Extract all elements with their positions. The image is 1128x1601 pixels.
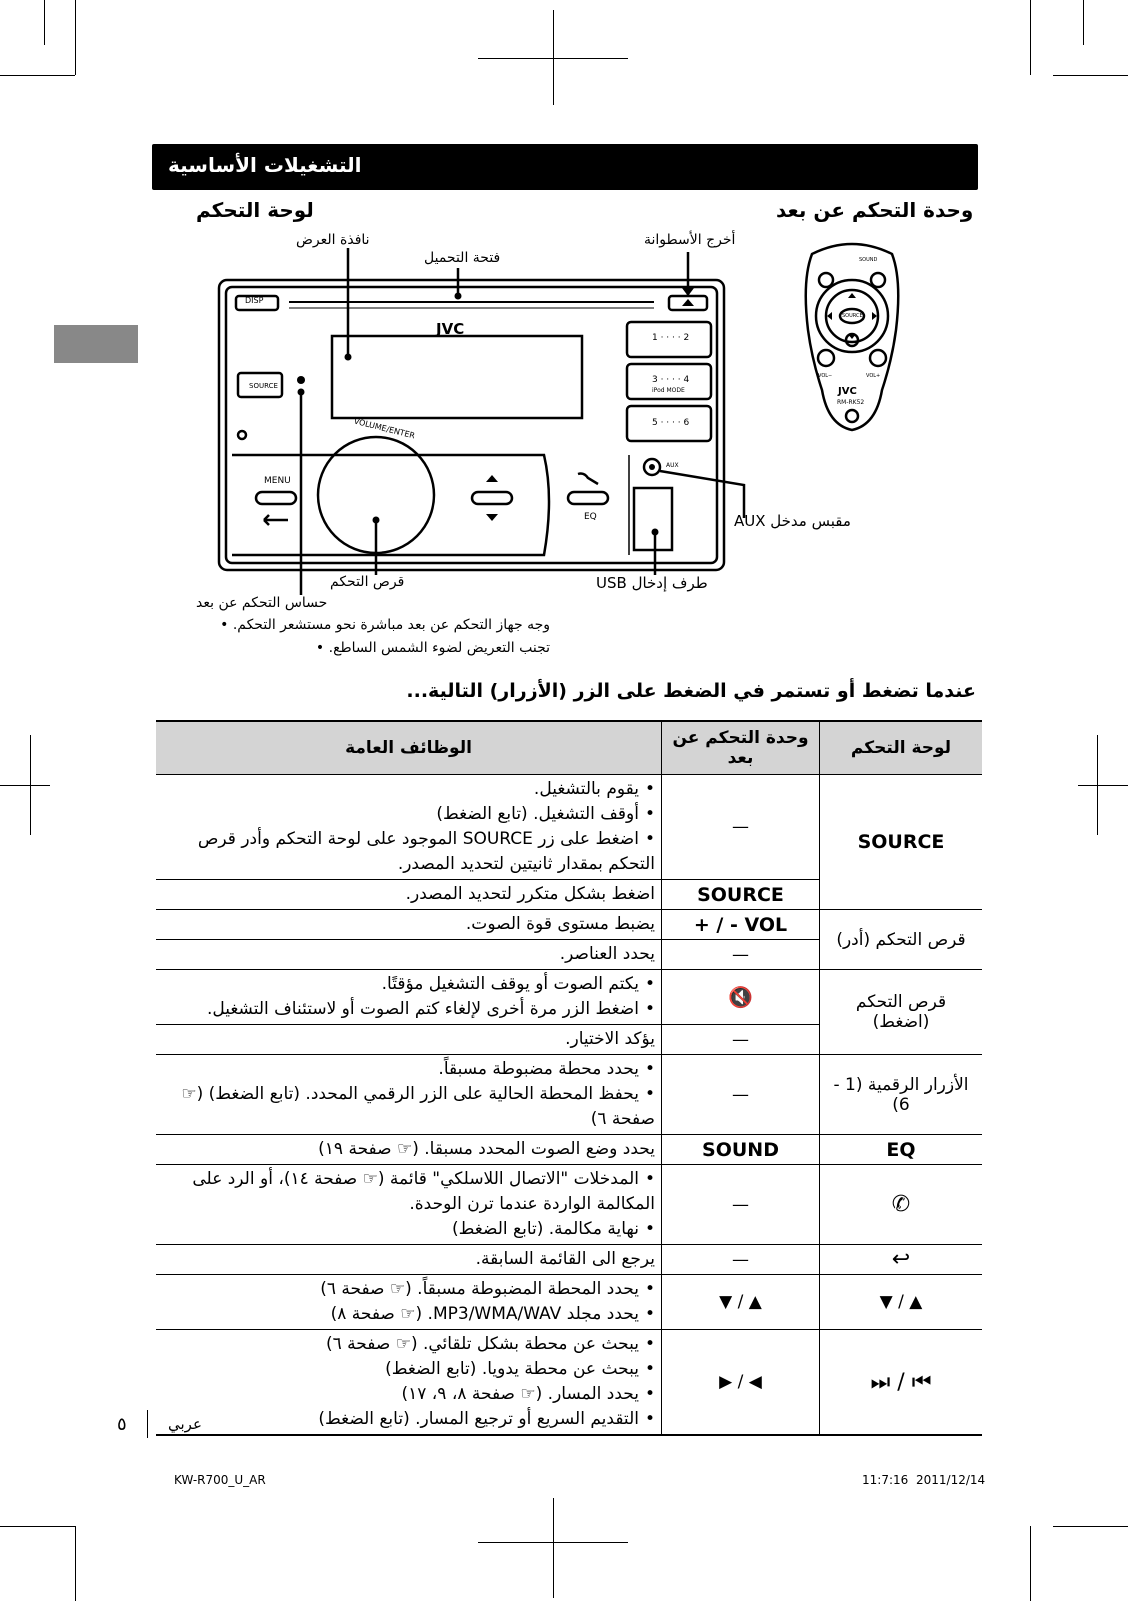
remote-key: —: [732, 1194, 749, 1215]
function-text: يحدد العناصر.: [559, 944, 655, 964]
function-text: يحدد وضع الصوت المحدد مسبقا. (☞ صفحة ١٩): [318, 1139, 655, 1159]
function-text: اضغط بشكل متكرر لتحديد المصدر.: [405, 884, 655, 904]
cell-remote: [662, 940, 820, 970]
function-text: • نهاية مكالمة. (تابع الضغط): [162, 1217, 655, 1242]
cell-remote: [662, 1135, 820, 1165]
function-text: • المدخلات "الاتصال اللاسلكي" قائمة (☞ صفحة ١٤)، أو الرد على المكالمة الواردة عندما ترن الوحدة.: [162, 1167, 655, 1217]
aux-jack-inner: [649, 464, 655, 470]
note-text: تجنب التعريض لضوء الشمس الساطع.: [328, 640, 550, 656]
cell-panel: [820, 1275, 983, 1330]
up-down-skip-button: [472, 492, 512, 504]
unit-preset-1-2-label: 1 · · · · 2: [652, 333, 690, 343]
back-icon: ↩: [891, 1247, 911, 1272]
crop-mark: [1078, 785, 1128, 786]
remote-key: ◀ / ▶: [719, 1372, 762, 1392]
cell-remote: [662, 1165, 820, 1245]
eject-icon: [682, 299, 694, 306]
unit-eq-label: EQ: [584, 512, 597, 522]
table-row: [156, 1245, 982, 1275]
col-header-remote: وحدة التحكم عن بعد: [662, 721, 820, 775]
unit-ipod-mode-label: iPod MODE: [652, 387, 685, 394]
note-text: وجه جهاز التحكم عن بعد مباشرة نحو مستشعر التحكم.: [232, 617, 550, 633]
remote-key: SOURCE: [697, 883, 784, 906]
footer-divider: [147, 1410, 148, 1438]
cell-functions: [156, 970, 662, 1025]
cell-panel: [820, 1135, 983, 1165]
cell-functions: [156, 1025, 662, 1055]
cell-remote: [662, 1245, 820, 1275]
function-text: يضبط مستوى قوة الصوت.: [465, 914, 655, 934]
mute-icon: 🔇: [728, 985, 753, 1009]
crop-mark: [553, 10, 554, 105]
cell-remote: [662, 1330, 820, 1436]
crop-mark: [1097, 735, 1098, 835]
table-row: [156, 1135, 982, 1165]
function-text: • يقوم بالتشغيل.: [162, 777, 655, 802]
remote-sound-label: SOUND: [859, 257, 878, 263]
unit-volume-enter-label: VOLUME/ENTER: [352, 416, 416, 441]
col-header-functions: الوظائف العامة: [156, 721, 662, 775]
crop-mark: [1030, 1526, 1031, 1601]
remote-key: —: [732, 944, 749, 965]
footer-language: عربي: [168, 1415, 202, 1433]
leader-display-dot: [345, 354, 352, 361]
remote-key: ▲ / ▼: [719, 1292, 762, 1312]
crop-mark: [75, 0, 76, 75]
phone-eq-button: [568, 492, 608, 504]
unit-preset-3-4-label: 3 · · · · 4: [652, 375, 690, 385]
footer-file-id: KW-R700_U_AR: [174, 1473, 266, 1487]
crop-mark: [1030, 0, 1031, 75]
callout-usb-port: طرف إدخال USB: [596, 574, 708, 592]
note-line: وجه جهاز التحكم عن بعد مباشرة نحو مستشعر التحكم. •: [220, 617, 550, 633]
page-tab-marker: [54, 325, 138, 363]
leader-sensor-dot: [298, 389, 305, 396]
up-arrow-icon: [486, 475, 498, 482]
table-heading: عندما تضغط أو تستمر في الضغط على الزر (الأزرار) التالية...: [406, 680, 976, 702]
table-row: [156, 970, 982, 1025]
function-text: • يحفظ المحطة الحالية على الزر الرقمي المحدد. (تابع الضغط) (☞ صفحة ٦): [162, 1082, 655, 1132]
crop-mark: [75, 1526, 76, 1601]
crop-mark: [0, 785, 50, 786]
cell-panel: [820, 1330, 983, 1436]
remote-vol-minus-label: VOL−: [818, 373, 833, 379]
remote-vol-plus-button: [870, 350, 886, 366]
remote-key: VOL - / +: [693, 913, 788, 936]
cell-remote: [662, 1025, 820, 1055]
leader-slot-dot: [455, 293, 462, 300]
back-icon: [264, 515, 288, 525]
unit-aux-label: AUX: [666, 462, 679, 469]
unit-preset-5-6-label: 5 · · · · 6: [652, 418, 690, 428]
unit-source-label: SOURCE: [249, 382, 278, 390]
function-text: • يبحث عن محطة بشكل تلقائي. (☞ صفحة ٦): [162, 1332, 655, 1357]
display-window: [332, 336, 582, 418]
note-line: تجنب التعريض لضوء الشمس الساطع. •: [315, 640, 550, 656]
crop-mark: [1083, 0, 1084, 45]
cell-functions: [156, 1055, 662, 1135]
remote-sensor-dot: [297, 376, 305, 384]
phone-icon: [578, 474, 598, 485]
remote-brand: JVC: [838, 386, 857, 397]
crop-mark: [1053, 1526, 1128, 1527]
unit-inner-frame: [226, 287, 717, 563]
remote-battery-cover: [846, 410, 858, 422]
function-text: يرجع الى القائمة السابقة.: [475, 1249, 655, 1269]
usb-port-cover: [634, 488, 672, 550]
function-text: • اضغط على زر SOURCE الموجود على لوحة التحكم وأدر قرص التحكم بمقدار ثانيتين لتحديد المصدر.: [162, 827, 655, 877]
function-text: • أوقف التشغيل. (تابع الضغط): [162, 802, 655, 827]
callout-control-dial: قرص التحكم: [330, 574, 405, 590]
remote-model: RM-RK52: [837, 399, 865, 406]
table-row: [156, 910, 982, 940]
remote-key: —: [732, 1084, 749, 1105]
cell-panel: [820, 1055, 983, 1135]
footer-time: 11:7:16: [862, 1473, 909, 1487]
remote-vol-plus-label: VOL+: [866, 373, 881, 379]
table-header-row: [156, 721, 982, 775]
cell-panel: [820, 970, 983, 1055]
head-unit-diagram: [214, 230, 774, 610]
reset-button: [238, 431, 246, 439]
remote-sound-button: [871, 273, 885, 287]
function-text: • يكتم الصوت أو يوقف التشغيل مؤقتًا.: [162, 972, 655, 997]
cell-remote: [662, 970, 820, 1025]
down-arrow-icon: [486, 514, 498, 521]
function-text: • يحدد مجلد MP3/WMA/WAV. (☞ صفحة ٨): [162, 1302, 655, 1327]
phone-icon: ✆: [891, 1192, 911, 1217]
menu-button: [256, 492, 296, 504]
remote-up-icon: [848, 293, 856, 298]
callout-display-window: نافذة العرض: [296, 232, 370, 248]
crop-mark: [0, 1526, 75, 1527]
table-row: [156, 1330, 982, 1436]
panel-section-title: لوحة التحكم: [196, 198, 314, 222]
cell-functions: [156, 1275, 662, 1330]
function-text: • اضغط الزر مرة أخرى لإلغاء كتم الصوت أو لاستئناف التشغيل.: [162, 997, 655, 1022]
cell-panel: [820, 1245, 983, 1275]
panel-key: الأزرار الرقمية (1 - 6): [833, 1074, 969, 1115]
cell-functions: [156, 880, 662, 910]
remote-mute-button: [819, 273, 833, 287]
cell-functions: [156, 940, 662, 970]
remote-left-icon: [827, 312, 832, 320]
panel-key: SOURCE: [857, 831, 945, 853]
cell-remote: [662, 1055, 820, 1135]
cell-functions: [156, 910, 662, 940]
table-row: [156, 1275, 982, 1330]
unit-brand: JVC: [436, 320, 465, 338]
remote-vol-minus-button: [818, 350, 834, 366]
crop-mark: [44, 0, 45, 45]
crop-mark: [1053, 75, 1128, 76]
remote-source-label: SOURCE: [842, 313, 863, 319]
remote-key: SOUND: [702, 1138, 779, 1161]
remote-right-icon: [872, 312, 877, 320]
cell-functions: [156, 1135, 662, 1165]
unit-menu-label: MENU: [264, 476, 291, 486]
remote-section-title: وحدة التحكم عن بعد: [776, 198, 974, 222]
cell-panel: [820, 910, 983, 970]
cell-remote: [662, 910, 820, 940]
remote-key: —: [732, 1029, 749, 1050]
remote-key: —: [732, 817, 749, 837]
cell-functions: [156, 1245, 662, 1275]
cell-functions: [156, 775, 662, 880]
panel-key: قرص التحكم (اضغط): [855, 992, 947, 1032]
section-header: [152, 144, 978, 190]
section-title: التشغيلات الأساسية: [168, 153, 362, 177]
table-row: [156, 1165, 982, 1245]
cell-remote: [662, 1275, 820, 1330]
leader-usb-dot: [652, 529, 659, 536]
function-text: • يحدد المحطة المضبوطة مسبقاً. (☞ صفحة ٦): [162, 1277, 655, 1302]
cell-panel: [820, 1165, 983, 1245]
crop-mark: [0, 75, 75, 76]
panel-key: ▲ / ▼: [879, 1292, 923, 1312]
panel-key: قرص التحكم (أدر): [836, 929, 966, 950]
col-header-panel: لوحة التحكم: [820, 721, 983, 775]
function-text: • يحدد محطة مضبوطة مسبقاً.: [162, 1057, 655, 1082]
footer-page-number: ٥: [117, 1414, 127, 1435]
crop-mark: [553, 1498, 554, 1598]
function-text: • يبحث عن محطة يدويا. (تابع الضغط): [162, 1357, 655, 1382]
unit-outer-frame: [219, 280, 724, 570]
callout-loading-slot: فتحة التحميل: [424, 250, 501, 266]
callout-aux-jack: مقبس مدخل AUX: [734, 512, 851, 530]
remote-key: —: [732, 1249, 749, 1270]
callout-remote-sensor: حساس التحكم عن بعد: [196, 595, 328, 611]
crop-mark: [30, 735, 31, 835]
cell-remote: [662, 880, 820, 910]
function-text: يؤكد الاختيار.: [565, 1029, 655, 1049]
callout-eject: أخرج الأسطوانة: [644, 232, 736, 248]
cell-functions: [156, 1165, 662, 1245]
function-text: • يحدد المسار. (☞ صفحة ٨، ٩، ١٧): [162, 1382, 655, 1407]
table-row: [156, 1055, 982, 1135]
panel-key: EQ: [886, 1138, 916, 1161]
table-row: [156, 775, 982, 880]
button-functions-table: [156, 720, 982, 1436]
function-text: • التقديم السريع أو ترجيع المسار. (تابع الضغط): [162, 1407, 655, 1432]
cell-remote: [662, 775, 820, 880]
cell-panel: [820, 775, 983, 910]
footer-date: 2011/12/14: [916, 1473, 986, 1487]
unit-disp-label: DISP: [245, 296, 264, 305]
cell-functions: [156, 1330, 662, 1436]
leader-dial-dot: [373, 517, 380, 524]
skip-icon: ⏮ / ⏭: [870, 1369, 932, 1395]
